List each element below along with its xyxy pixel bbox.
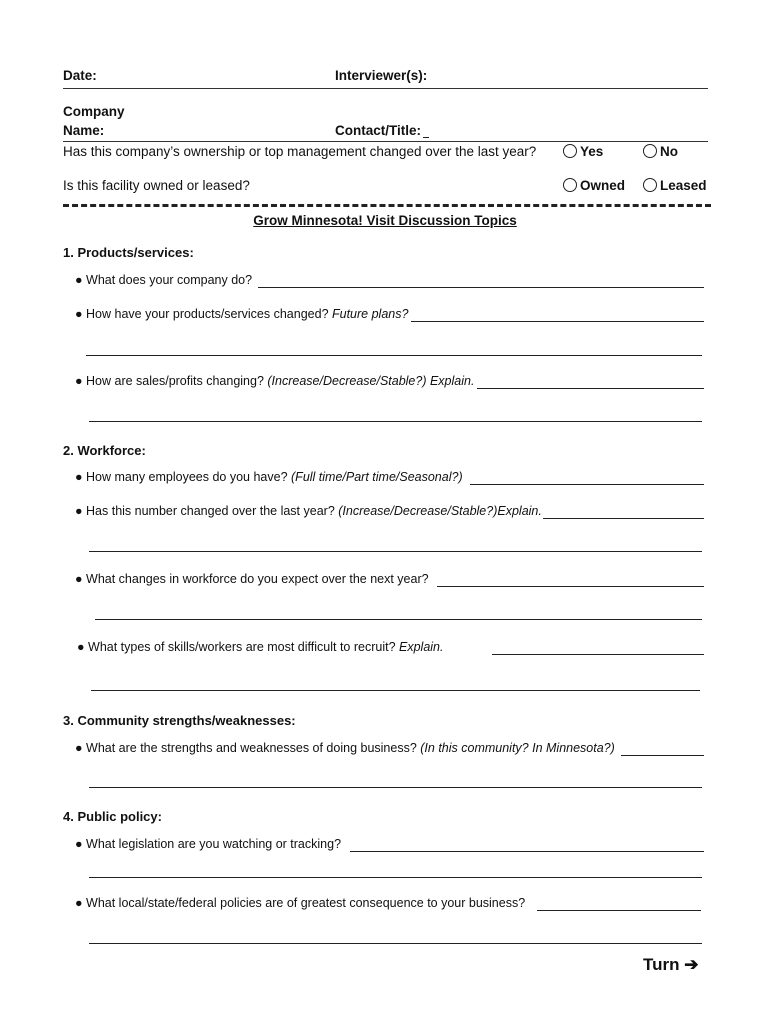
community-q1-italic: (In this community? In Minnesota?) bbox=[420, 741, 615, 755]
facility-owned-option[interactable] bbox=[563, 178, 625, 193]
turn-label: Turn bbox=[643, 955, 680, 974]
company-name-label: Name: bbox=[63, 123, 105, 138]
arrow-right-icon: ➔ bbox=[684, 955, 699, 974]
header-rule-1 bbox=[63, 88, 708, 89]
workforce-q3-answer-line[interactable] bbox=[437, 586, 704, 587]
products-q1: ● What does your company do? bbox=[75, 273, 253, 287]
products-q2-answer-line[interactable] bbox=[411, 321, 704, 322]
date-label: Date: bbox=[63, 68, 97, 83]
workforce-q2-answer-line[interactable] bbox=[543, 518, 704, 519]
workforce-q4-italic: Explain. bbox=[399, 640, 444, 654]
products-q1-answer-line[interactable] bbox=[258, 287, 704, 288]
products-q3-italic: (Increase/Decrease/Stable?) Explain. bbox=[267, 374, 475, 388]
section-heading-products: 1. Products/services: bbox=[63, 245, 194, 260]
turn-indicator bbox=[643, 955, 699, 975]
workforce-q2 bbox=[75, 504, 542, 518]
workforce-q2-italic: (Increase/Decrease/Stable?)Explain. bbox=[338, 504, 542, 518]
facility-leased-option[interactable] bbox=[643, 178, 707, 193]
community-q1-answer-line-2[interactable] bbox=[89, 787, 702, 788]
products-q2-answer-line-2[interactable] bbox=[86, 355, 702, 356]
radio-icon[interactable] bbox=[563, 144, 577, 158]
radio-icon[interactable] bbox=[643, 144, 657, 158]
workforce-q1-text: ● How many employees do you have? bbox=[75, 470, 288, 484]
ownership-question: Has this company’s ownership or top management changed over the last year? bbox=[63, 144, 537, 159]
facility-question: Is this facility owned or leased? bbox=[63, 178, 250, 193]
policy-q1: ● What legislation are you watching or tracking? bbox=[75, 837, 342, 851]
workforce-q4 bbox=[77, 640, 444, 654]
section-heading-policy: 4. Public policy: bbox=[63, 809, 162, 824]
facility-owned-label: Owned bbox=[580, 178, 626, 193]
workforce-q4-answer-line[interactable] bbox=[492, 654, 704, 655]
workforce-q1-italic: (Full time/Part time/Seasonal?) bbox=[291, 470, 463, 484]
products-q3-answer-line-2[interactable] bbox=[89, 421, 702, 422]
workforce-q4-text: ● What types of skills/workers are most difficult to recruit? bbox=[77, 640, 396, 654]
products-q2-text: ● How have your products/services changed? bbox=[75, 307, 329, 321]
workforce-q1-answer-line[interactable] bbox=[470, 484, 704, 485]
workforce-q3: ● What changes in workforce do you expect over the next year? bbox=[75, 572, 429, 586]
products-q3-text: ● How are sales/profits changing? bbox=[75, 374, 264, 388]
company-label: Company bbox=[63, 104, 125, 119]
workforce-q3-answer-line-2[interactable] bbox=[95, 619, 702, 620]
ownership-yes-option[interactable] bbox=[563, 144, 603, 159]
products-q3-answer-line[interactable] bbox=[477, 388, 704, 389]
ownership-yes-label: Yes bbox=[580, 144, 604, 159]
products-q2-italic: Future plans? bbox=[332, 307, 409, 321]
contact-title-field[interactable] bbox=[423, 137, 429, 138]
policy-q1-answer-line-2[interactable] bbox=[89, 877, 702, 878]
radio-icon[interactable] bbox=[563, 178, 577, 192]
workforce-q2-text: ● Has this number changed over the last year? bbox=[75, 504, 335, 518]
policy-q2: ● What local/state/federal policies are of greatest consequence to your business? bbox=[75, 896, 526, 910]
policy-q1-answer-line[interactable] bbox=[350, 851, 704, 852]
interviewers-label: Interviewer(s): bbox=[335, 68, 428, 83]
ownership-no-label: No bbox=[660, 144, 678, 159]
policy-q2-answer-line[interactable] bbox=[537, 910, 701, 911]
workforce-q4-answer-line-2[interactable] bbox=[91, 690, 700, 691]
header-rule-2 bbox=[63, 141, 708, 142]
radio-icon[interactable] bbox=[643, 178, 657, 192]
page-title: Grow Minnesota! Visit Discussion Topics bbox=[253, 213, 517, 228]
community-q1 bbox=[75, 741, 615, 755]
community-q1-answer-line[interactable] bbox=[621, 755, 704, 756]
section-heading-community: 3. Community strengths/weaknesses: bbox=[63, 713, 296, 728]
products-q3 bbox=[75, 374, 474, 388]
dashed-divider bbox=[63, 204, 711, 207]
workforce-q2-answer-line-2[interactable] bbox=[89, 551, 702, 552]
products-q2 bbox=[75, 307, 408, 321]
contact-title-label: Contact/Title: bbox=[335, 123, 422, 138]
ownership-no-option[interactable] bbox=[643, 144, 678, 159]
workforce-q1 bbox=[75, 470, 463, 484]
facility-leased-label: Leased bbox=[660, 178, 707, 193]
policy-q2-answer-line-2[interactable] bbox=[89, 943, 702, 944]
section-heading-workforce: 2. Workforce: bbox=[63, 443, 146, 458]
community-q1-text: ● What are the strengths and weaknesses of doing business? bbox=[75, 741, 417, 755]
